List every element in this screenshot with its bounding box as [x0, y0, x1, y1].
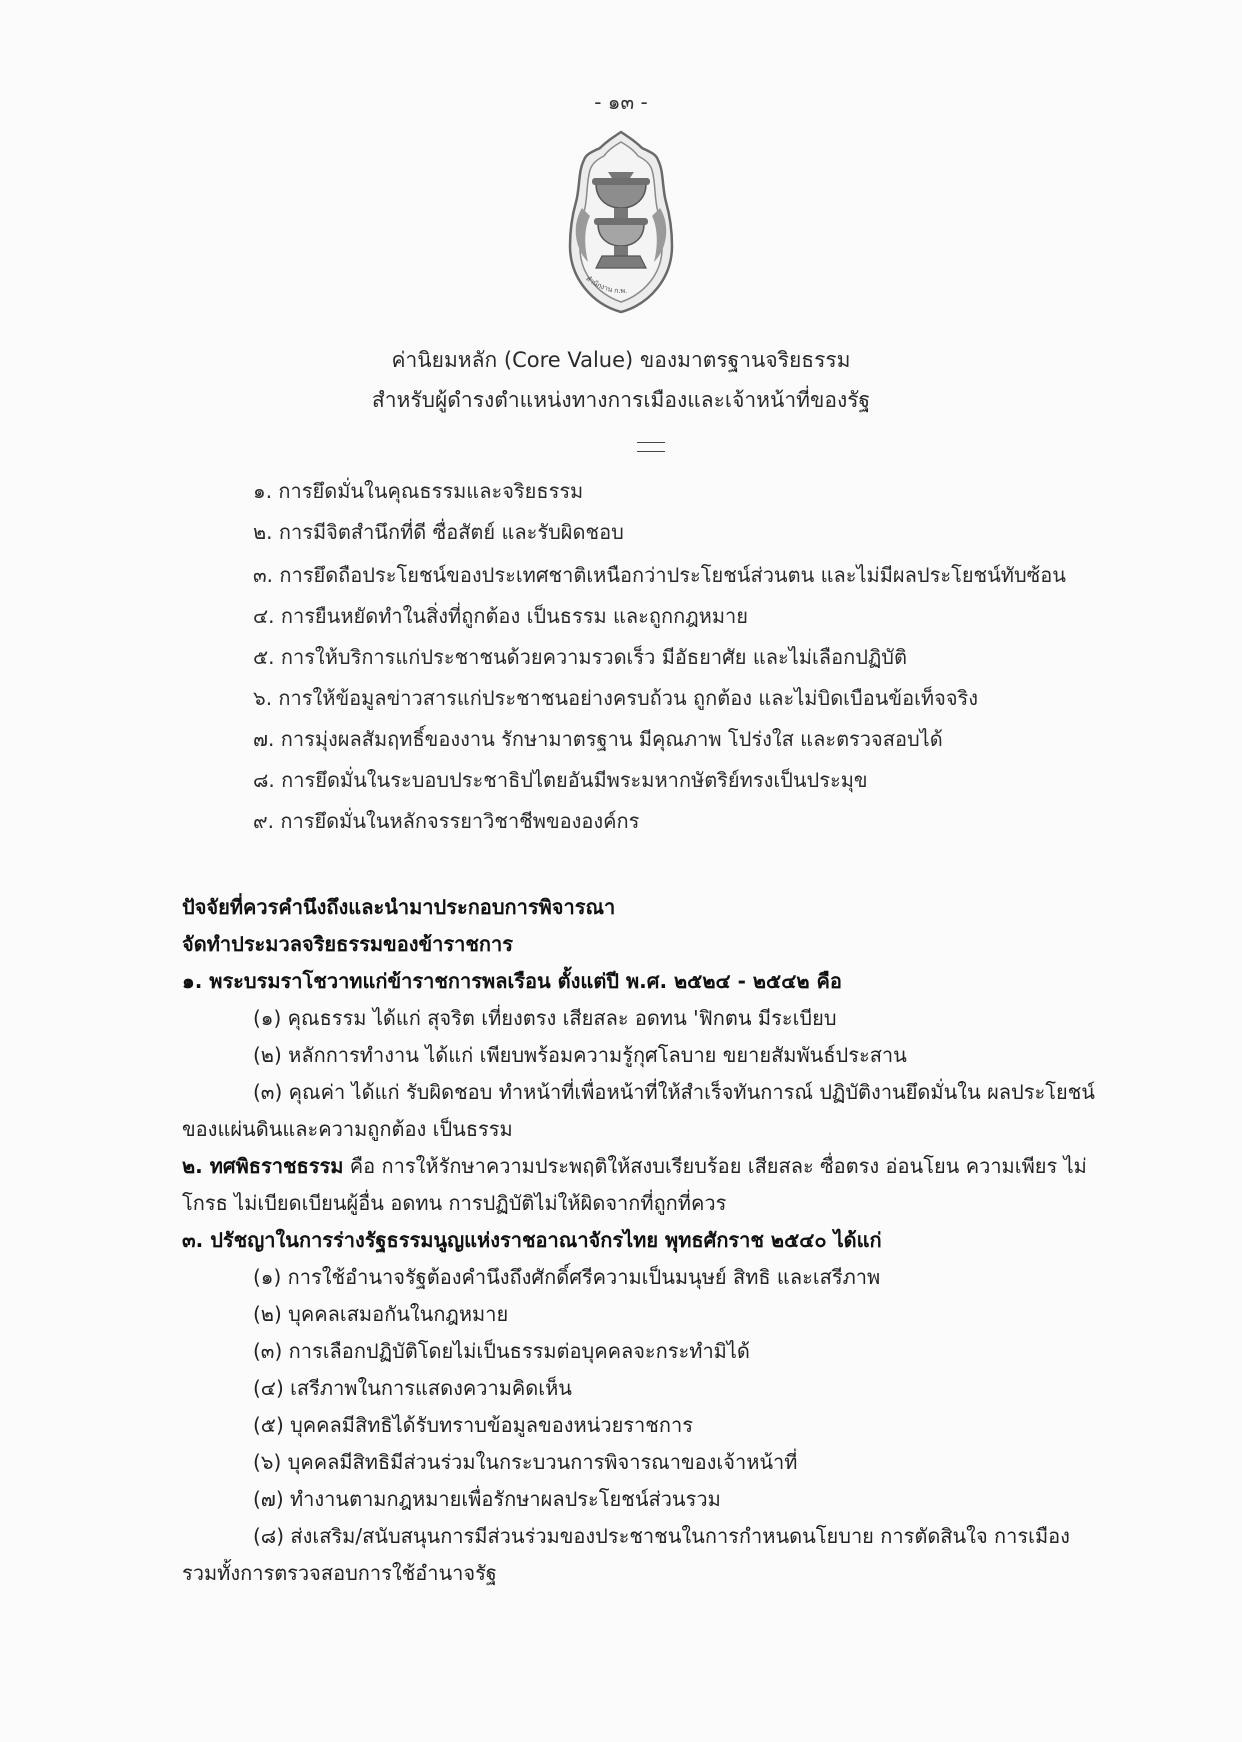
item3-sub: (๗) ทำงานตามกฎหมายเพื่อรักษาผลประโยชน์ส่วนรวม — [253, 1487, 721, 1511]
factors-subheading: จัดทำประมวลจริยธรรมของข้าราชการ — [182, 932, 514, 956]
core-value-title: ค่านิยมหลัก (Core Value) ของมาตรฐานจริยธรรม — [391, 348, 851, 372]
title-divider — [637, 442, 665, 452]
list-item: ๕. การให้บริการแก่ประชาชนด้วยความรวดเร็ว มีอัธยาศัย และไม่เลือกปฏิบัติ — [253, 645, 907, 669]
core-value-subtitle: สำหรับผู้ดำรงตำแหน่งทางการเมืองและเจ้าหน้าที่ของรัฐ — [371, 388, 871, 412]
list-item: ๒. การมีจิตสำนึกที่ดี ซื่อสัตย์ และรับผิดชอบ — [253, 520, 624, 544]
emblem-icon — [562, 128, 680, 318]
list-item: ๙. การยึดมั่นในหลักจรรยาวิชาชีพขององค์กร — [253, 809, 640, 833]
list-item: ๓. การยึดถือประโยชน์ของประเทศชาติเหนือกว่าประโยชน์ส่วนตน และไม่มีผลประโยชน์ทับซ้อน — [253, 563, 1066, 587]
item3-sub: (๓) การเลือกปฏิบัติโดยไม่เป็นธรรมต่อบุคคลจะกระทำมิได้ — [253, 1339, 750, 1363]
item3-sub: (๕) บุคคลมีสิทธิได้รับทราบข้อมูลของหน่วยราชการ — [253, 1413, 693, 1437]
list-item: ๑. การยึดมั่นในคุณธรรมและจริยธรรม — [253, 479, 584, 503]
item3-sub: (๑) การใช้อำนาจรัฐต้องคำนึงถึงศักดิ์ศรีความเป็นมนุษย์ สิทธิ และเสรีภาพ — [253, 1265, 881, 1289]
factors-heading: ปัจจัยที่ควรคำนึงถึงและนำมาประกอบการพิจารณา — [182, 895, 616, 919]
item1-sub3-line2: ของแผ่นดินและความถูกต้อง เป็นธรรม — [182, 1117, 513, 1141]
item3-sub: (๒) บุคคลเสมอกันในกฎหมาย — [253, 1302, 509, 1326]
item1-sub2: (๒) หลักการทำงาน ได้แก่ เพียบพร้อมความรู้กุศโลบาย ขยายสัมพันธ์ประสาน — [253, 1043, 907, 1067]
item2-heading: ๒. ทศพิธราชธรรม — [182, 1154, 344, 1178]
list-item: ๔. การยืนหยัดทำในสิ่งที่ถูกต้อง เป็นธรรม และถูกกฎหมาย — [253, 604, 748, 628]
page-number: - ๑๓ - — [594, 90, 648, 114]
core-value-list — [253, 471, 1153, 842]
item1-heading: ๑. พระบรมราโชวาทแก่ข้าราชการพลเรือน ตั้งแต่ปี พ.ศ. ๒๕๒๔ - ๒๕๔๒ คือ — [182, 969, 842, 993]
item3-sub: (๖) บุคคลมีสิทธิมีส่วนร่วมในกระบวนการพิจารณาของเจ้าหน้าที่ — [253, 1450, 798, 1474]
list-item: ๗. การมุ่งผลสัมฤทธิ์ของงาน รักษามาตรฐาน มีคุณภาพ โปร่งใส และตรวจสอบได้ — [253, 727, 943, 751]
list-item: ๘. การยึดมั่นในระบอบประชาธิปไตยอันมีพระมหากษัตริย์ทรงเป็นประมุข — [253, 768, 868, 792]
item3-sub8-line2: รวมทั้งการตรวจสอบการใช้อำนาจรัฐ — [182, 1561, 497, 1585]
svg-text:สำนักงาน ก.พ.: สำนักงาน ก.พ. — [584, 274, 628, 296]
item2-line2: โกรธ ไม่เบียดเบียนผู้อื่น อดทน การปฏิบัติไม่ให้ผิดจากที่ถูกที่ควร — [182, 1191, 727, 1215]
item1-sub1: (๑) คุณธรรม ได้แก่ สุจริต เที่ยงตรง เสียสละ อดทน 'ฟิกตน มีระเบียบ — [253, 1006, 837, 1030]
item3-sub8-line1: (๘) ส่งเสริม/สนับสนุนการมีส่วนร่วมของประชาชนในการกำหนดนโยบาย การตัดสินใจ การเมือง — [253, 1524, 1070, 1548]
factors-section — [182, 889, 1122, 1592]
item1-sub3-line1: (๓) คุณค่า ได้แก่ รับผิดชอบ ทำหน้าที่เพื่อหน้าที่ให้สำเร็จทันการณ์ ปฏิบัติงานยึดมั่นใน ผลประโยชน์ — [253, 1080, 1095, 1104]
item3-sub: (๔) เสรีภาพในการแสดงความคิดเห็น — [253, 1376, 572, 1400]
item2-line1 — [182, 1148, 1122, 1185]
list-item: ๖. การให้ข้อมูลข่าวสารแก่ประชาชนอย่างครบถ้วน ถูกต้อง และไม่บิดเบือนข้อเท็จจริง — [253, 686, 979, 710]
item3-heading: ๓. ปรัชญาในการร่างรัฐธรรมนูญแห่งราชอาณาจักรไทย พุทธศักราช ๒๕๔๐ ได้แก่ — [182, 1228, 882, 1252]
item2-text: คือ การให้รักษาความประพฤติให้สงบเรียบร้อย เสียสละ ซื่อตรง อ่อนโยน ความเพียร ไม่ — [343, 1154, 1087, 1178]
